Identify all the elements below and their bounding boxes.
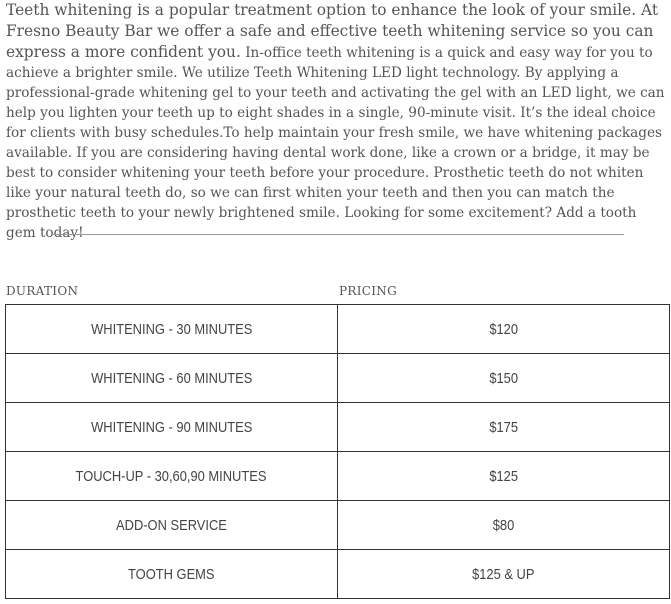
price-cell — [338, 305, 670, 354]
duration-column-header: DURATION — [6, 284, 79, 298]
duration-cell — [6, 550, 338, 599]
intro-body: In-office teeth whitening is a quick and easy way for you to achieve a brighter smile. We utilize Teeth Whitening LED light technology. By applying a professional-grade whitening gel to your teeth and activating the gel with an LED light, we can help you lighten your teeth up to eight shades in a single, 90-minute visit. It’s the ideal choice for clients with busy schedules.To help maintain your fresh smile, we have whitening packages available. If you are considering having dental work done, like a crown or a bridge, it may be best to consider whitening your teeth before your procedure. Prosthetic teeth do not whiten like your natural teeth do, so we can first whiten your teeth and then you can match the prosthetic teeth to your newly brightened smile. Looking for some excitement? Add a tooth gem today! — [6, 45, 665, 241]
duration-cell — [6, 452, 338, 501]
duration-cell — [6, 305, 338, 354]
price-value: $125 — [489, 467, 518, 485]
table-row — [6, 550, 670, 599]
price-value: $120 — [489, 320, 518, 338]
section-divider — [51, 234, 624, 235]
price-cell — [338, 501, 670, 550]
price-cell — [338, 403, 670, 452]
table-row — [6, 354, 670, 403]
duration-cell — [6, 403, 338, 452]
price-value: $125 & UP — [472, 565, 535, 583]
duration-label: WHITENING - 60 MINUTES — [90, 369, 253, 387]
price-cell — [338, 550, 670, 599]
table-row — [6, 305, 670, 354]
price-cell — [338, 452, 670, 501]
price-value: $80 — [492, 516, 515, 534]
intro-lead: Teeth whitening is a popular treatment option to enhance the look of your smile. At Fresno Beauty Bar we offer a safe and effective teeth whitening service so you can express a more confident you. — [6, 1, 659, 61]
duration-label: TOUCH-UP - 30,60,90 MINUTES — [76, 467, 267, 485]
table-row — [6, 501, 670, 550]
intro-paragraph — [6, 0, 668, 243]
pricing-table — [5, 304, 670, 599]
duration-label: ADD-ON SERVICE — [116, 516, 227, 534]
duration-label: WHITENING - 90 MINUTES — [90, 418, 253, 436]
price-cell — [338, 354, 670, 403]
duration-label: WHITENING - 30 MINUTES — [90, 320, 253, 338]
duration-label: TOOTH GEMS — [128, 565, 215, 583]
duration-cell — [6, 354, 338, 403]
table-row — [6, 452, 670, 501]
duration-cell — [6, 501, 338, 550]
price-value: $150 — [489, 369, 518, 387]
pricing-column-header: PRICING — [339, 284, 397, 298]
price-value: $175 — [489, 418, 518, 436]
table-row — [6, 403, 670, 452]
